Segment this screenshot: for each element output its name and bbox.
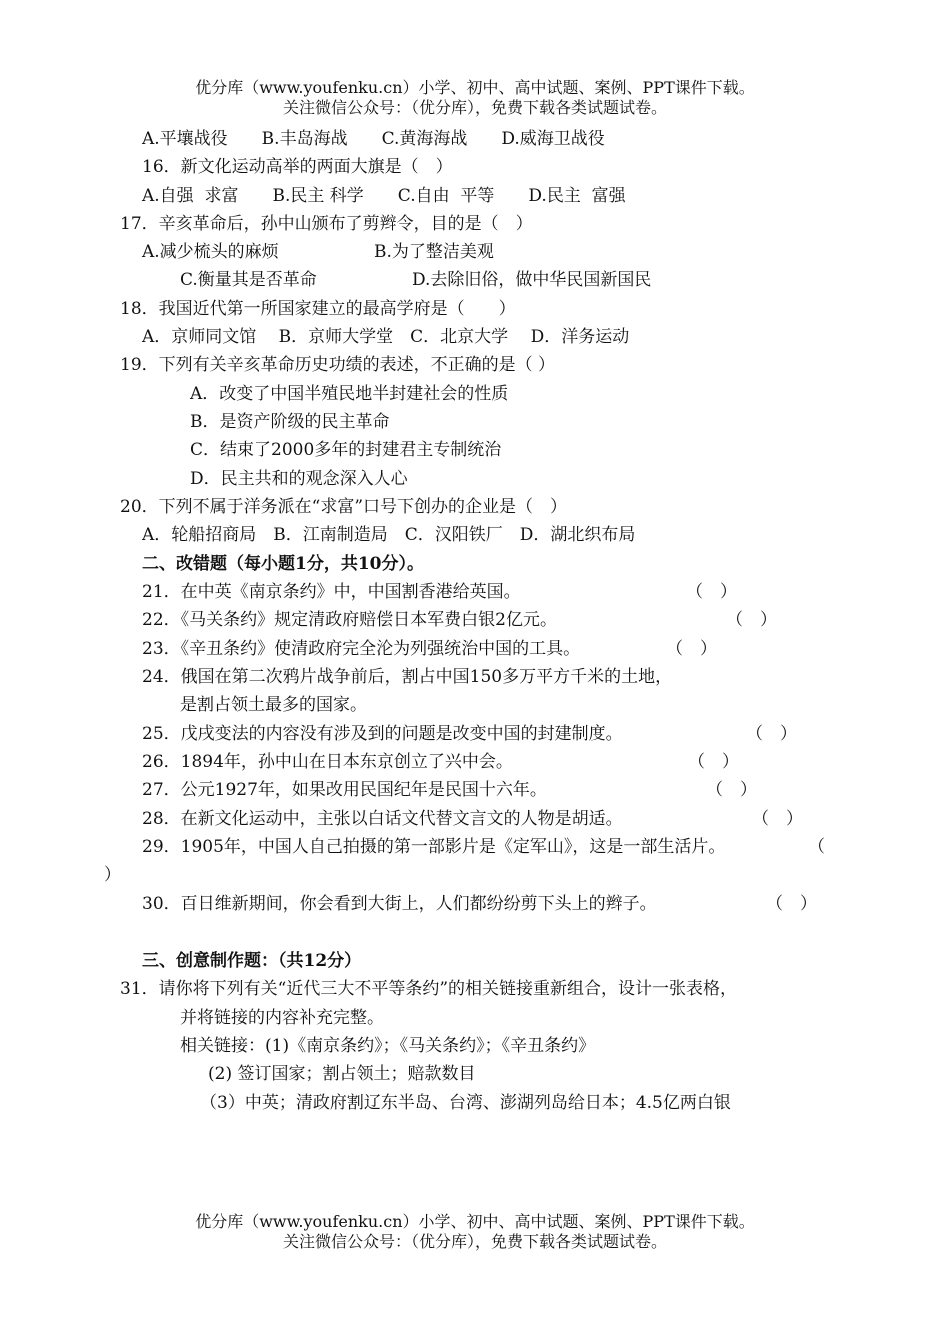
q29-text: 29．1905年，中国人自己拍摄的第一部影片是《定军山》，这是一部生活片。 <box>142 837 726 857</box>
q31-stem-line-1: 31．请你将下列有关“近代三大不平等条约”的相关链接重新组合，设计一张表格， <box>120 979 738 999</box>
q31-stem-line-2: 并将链接的内容补充完整。 <box>180 1008 384 1028</box>
q17-option-d: D.去除旧俗，做中华民国新国民 <box>412 270 652 290</box>
q19-stem: 19．下列有关辛亥革命历史功绩的表述，不正确的是（ ） <box>120 355 556 375</box>
q17-stem: 17．辛亥革命后，孙中山颁布了剪辫令，目的是（ ） <box>120 214 533 234</box>
header-line-1: 优分库（www.youfenku.cn）小学、初中、高中试题、案例、PPT课件下载。 <box>195 78 755 97</box>
q20-options: A．轮船招商局 B．江南制造局 C．汉阳铁厂 D．湖北织布局 <box>142 525 636 545</box>
q17-option-c: C.衡量其是否革命 <box>180 270 317 290</box>
q19-option-a: A．改变了中国半殖民地半封建社会的性质 <box>190 384 509 404</box>
q28-text: 28．在新文化运动中，主张以白话文代替文言文的人物是胡适。 <box>142 809 623 829</box>
footer-line-1: 优分库（www.youfenku.cn）小学、初中、高中试题、案例、PPT课件下载。 <box>195 1212 755 1231</box>
q27-text: 27．公元1927年，如果改用民国纪年是民国十六年。 <box>142 780 547 800</box>
q30-text: 30．百日维新期间，你会看到大街上，人们都纷纷剪下头上的辫子。 <box>142 894 657 914</box>
q25-text: 25．戊戌变法的内容没有涉及到的问题是改变中国的封建制度。 <box>142 724 623 744</box>
footer-line-2: 关注微信公众号：（优分库），免费下载各类试题试卷。 <box>282 1232 667 1251</box>
section-3-title: 三、创意制作题：（共12分） <box>142 951 362 971</box>
q27-answer-blank: （ ） <box>706 780 757 800</box>
q23-answer-blank: （ ） <box>666 639 717 659</box>
q29-answer-blank-close: ） <box>104 865 121 885</box>
q22-text: 22．《马关条约》规定清政府赔偿日本军费白银2亿元。 <box>142 610 557 630</box>
header-line-2: 关注微信公众号：（优分库），免费下载各类试题试卷。 <box>282 98 667 117</box>
q17-option-b: B.为了整洁美观 <box>374 242 494 262</box>
q16-options: A.自强 求富 B.民主 科学 C.自由 平等 D.民主 富强 <box>142 186 626 206</box>
q21-text: 21．在中英《南京条约》中，中国割香港给英国。 <box>142 582 521 602</box>
q31-link-2: (2) 签订国家；割占领土；赔款数目 <box>208 1064 476 1084</box>
q29-answer-blank-open: （ <box>808 837 825 857</box>
q26-text: 26．1894年，孙中山在日本东京创立了兴中会。 <box>142 752 513 772</box>
q19-option-c: C．结束了2000多年的封建君主专制统治 <box>190 440 502 460</box>
q18-options: A．京师同文馆 B．京师大学堂 C．北京大学 D．洋务运动 <box>142 327 630 347</box>
q31-link-3: （3）中英；清政府割辽东半岛、台湾、澎湖列岛给日本；4.5亿两白银 <box>200 1093 731 1113</box>
q19-option-d: D．民主共和的观念深入人心 <box>190 469 408 489</box>
q20-stem: 20．下列不属于洋务派在“求富”口号下创办的企业是（ ） <box>120 497 568 517</box>
q17-option-a: A.减少梳头的麻烦 <box>142 242 279 262</box>
q16-stem: 16．新文化运动高举的两面大旗是（ ） <box>142 157 453 177</box>
q23-text: 23．《辛丑条约》使清政府完全沦为列强统治中国的工具。 <box>142 639 581 659</box>
q21-answer-blank: （ ） <box>686 582 737 602</box>
q15-options: A.平壤战役 B.丰岛海战 C.黄海海战 D.威海卫战役 <box>142 129 605 149</box>
q26-answer-blank: （ ） <box>688 752 739 772</box>
q18-stem: 18．我国近代第一所国家建立的最高学府是（ ） <box>120 299 516 319</box>
q30-answer-blank: （ ） <box>766 894 817 914</box>
q25-answer-blank: （ ） <box>746 724 797 744</box>
q22-answer-blank: （ ） <box>726 610 777 630</box>
q24-text-line-1: 24．俄国在第二次鸦片战争前后，割占中国150多万平方千米的土地， <box>142 667 673 687</box>
q28-answer-blank: （ ） <box>752 809 803 829</box>
section-2-title: 二、改错题（每小题1分，共10分）。 <box>142 554 424 574</box>
q31-link-1: 相关链接：(1)《南京条约》；《马关条约》；《辛丑条约》 <box>180 1036 596 1056</box>
q24-text-line-2: 是割占领土最多的国家。 <box>180 695 367 715</box>
q19-option-b: B．是资产阶级的民主革命 <box>190 412 390 432</box>
